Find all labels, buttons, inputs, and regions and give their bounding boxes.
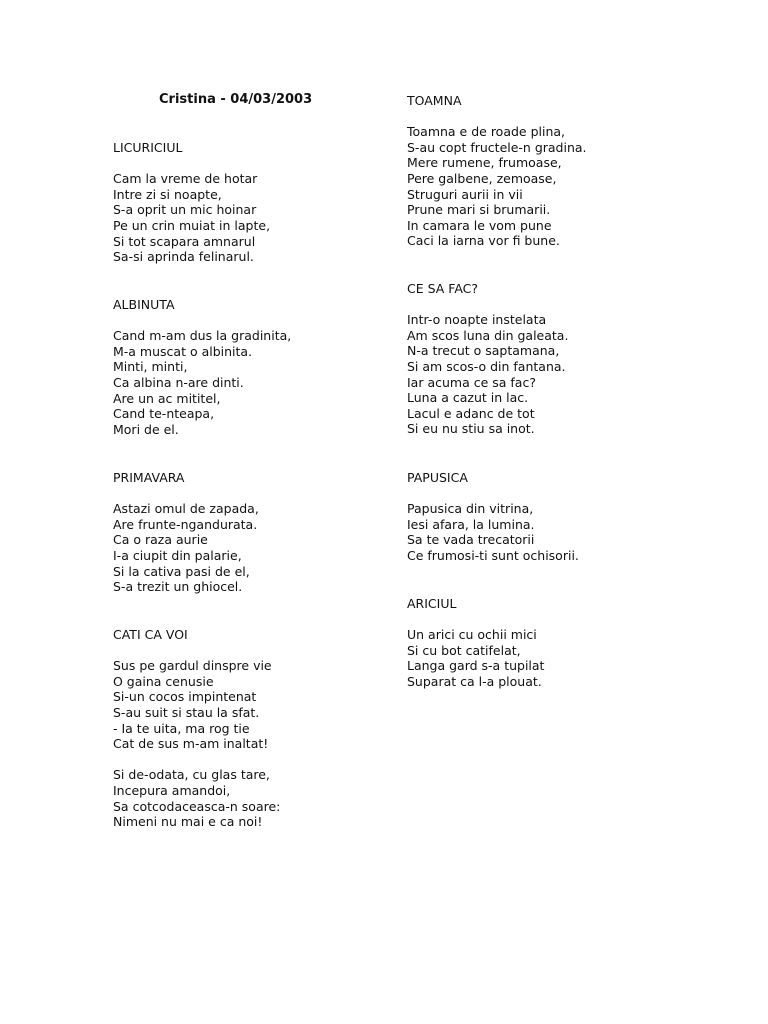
poem-line: Prune mari si brumarii. [407, 202, 551, 218]
poem-line: Intre zi si noapte, [113, 186, 222, 202]
poem-title: ALBINUTA [113, 297, 175, 312]
poem-line: S-a oprit un mic hoinar [113, 202, 257, 218]
poem-line: Mori de el. [113, 421, 179, 437]
poem-line: S-au copt fructele-n gradina. [407, 139, 587, 155]
poem-line: Sa cotcodaceasca-n soare: [113, 798, 281, 814]
poem-line: S-a trezit un ghiocel. [113, 579, 243, 595]
poem-line: M-a muscat o albinita. [113, 343, 253, 359]
poem-albinuta [113, 297, 291, 437]
poem-line: S-au suit si stau la sfat. [113, 704, 260, 720]
poem-line: Cat de sus m-am inaltat! [113, 736, 269, 752]
poem-line: Si-un cocos impintenat [113, 689, 257, 705]
poem-title: ARICIUL [407, 596, 457, 611]
poem-line: Mere rumene, frumoase, [407, 155, 562, 171]
poem-line: Toamna e de roade plina, [407, 124, 566, 140]
poem-title: LICURICIUL [113, 140, 183, 155]
poem-line: Nimeni nu mai e ca noi! [113, 814, 263, 830]
poem-line: Intr-o noapte instelata [407, 312, 547, 328]
poem-line: Si tot scapara amnarul [113, 233, 256, 249]
poem-line: Sa te vada trecatorii [407, 532, 535, 548]
poem-line: Langa gard s-a tupilat [407, 658, 545, 674]
poem-line: Si eu nu stiu sa inot. [407, 421, 535, 437]
poem-line: Ce frumosi-ti sunt ochisorii. [407, 547, 579, 563]
poem-line: Am scos luna din galeata. [407, 327, 569, 343]
poem-line: Papusica din vitrina, [407, 501, 534, 517]
poem-line: Iar acuma ce sa fac? [407, 374, 536, 390]
poem-line: Ca o raza aurie [113, 532, 208, 548]
poem-line: Si la cativa pasi de el, [113, 563, 250, 579]
poem-line: Cam la vreme de hotar [113, 171, 258, 187]
poem-line: Sus pe gardul dinspre vie [113, 658, 272, 674]
poem-line: Iesi afara, la lumina. [407, 516, 535, 532]
poem-line: Suparat ca l-a plouat. [407, 673, 542, 689]
poem-papusica [407, 470, 579, 564]
poem-line: Lacul e adanc de tot [407, 405, 535, 421]
poem-line: Caci la iarna vor fi bune. [407, 233, 560, 249]
document-header: Cristina - 04/03/2003 [159, 92, 313, 107]
poem-line: Ca albina n-are dinti. [113, 374, 244, 390]
poem-line: N-a trecut o saptamana, [407, 343, 560, 359]
poem-line: - Ia te uita, ma rog tie [113, 720, 250, 736]
poem-line: Incepura amandoi, [113, 782, 231, 798]
poem-line: Luna a cazut in lac. [407, 390, 529, 406]
poem-line: Si cu bot catifelat, [407, 642, 521, 658]
poem-ariciul [407, 596, 544, 690]
poem-primavara [113, 470, 259, 595]
poem-line: Struguri aurii in vii [407, 186, 523, 202]
poem-ce-sa-fac [407, 281, 568, 437]
poem-line: Pere galbene, zemoase, [407, 170, 557, 186]
poem-title: TOAMNA [407, 93, 462, 108]
poem-line: Un arici cu ochii mici [407, 627, 537, 643]
poem-title: CATI CA VOI [113, 627, 188, 642]
poem-licuriciul [113, 140, 270, 265]
poem-line: Minti, minti, [113, 359, 188, 375]
poem-line: Are frunte-ngandurata. [113, 516, 258, 532]
poem-line: Pe un crin muiat in lapte, [113, 217, 271, 233]
poem-line: Si de-odata, cu glas tare, [113, 767, 270, 783]
poem-line: In camara le vom pune [407, 217, 552, 233]
poem-cati-ca-voi [113, 627, 280, 830]
poem-line: Si am scos-o din fantana. [407, 358, 566, 374]
poem-line: Sa-si aprinda felinarul. [113, 249, 254, 265]
poem-line: Cand te-nteapa, [113, 406, 215, 422]
poem-title: CE SA FAC? [407, 281, 479, 296]
poem-line: Astazi omul de zapada, [113, 501, 259, 517]
poem-title: PRIMAVARA [113, 470, 185, 485]
poem-line: Cand m-am dus la gradinita, [113, 328, 292, 344]
poem-toamna [407, 93, 587, 249]
poem-line: O gaina cenusie [113, 673, 214, 689]
poem-line: Are un ac mititel, [113, 390, 221, 406]
poem-line: I-a ciupit din palarie, [113, 547, 242, 563]
poem-title: PAPUSICA [407, 470, 468, 485]
